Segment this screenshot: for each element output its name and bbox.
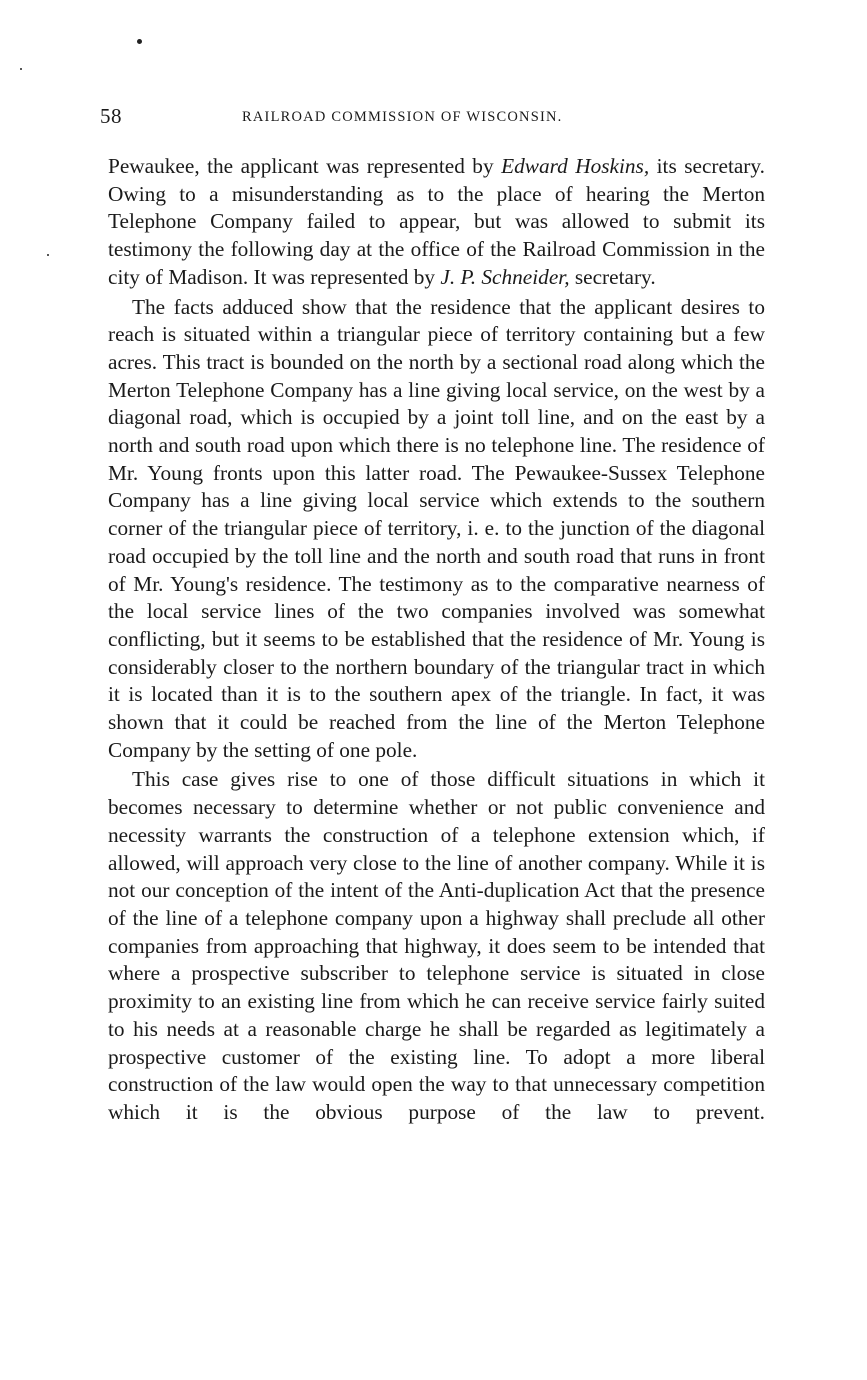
paragraph-1 <box>108 153 765 292</box>
paragraph-3: This case gives rise to one of those difficult situations in which it becomes necessary to determine whether or not public convenience and necessity warrants the construction of a telephone extension which, if allowed, will approach very close to the line of another company. While it is not our conception of the intent of the Anti-duplication Act that the presence of the line of a telephone company upon a highway shall preclude all other companies from approaching that highway, it does seem to be intended that where a prospective subscriber to telephone service is situated in close proximity to an existing line from which he can receive service fairly suited to his needs at a reasonable charge he shall be regarded as legitimately a prospective customer of the existing line. To adopt a more liberal construction of the law would open the way to that unnecessary competition which it is the obvious purpose of the law to prevent. <box>108 767 765 1124</box>
ink-speck <box>20 68 22 70</box>
body-text <box>108 153 765 1129</box>
applicant-representative-name: Edward Hoskins, <box>501 154 650 178</box>
paragraph-1-text-c: secretary. <box>569 264 656 289</box>
paragraph-2: The facts adduced show that the residence that the applicant desires to reach is situated within a triangular piece of territory containing but a few acres. This tract is bounded on the north by a sectional road along which the Merton Telephone Company has a line giving local service, on the west by a diagonal road, which is occupied by a joint toll line, and on the east by a north and south road upon which there is no telephone line. The residence of Mr. Young fronts upon this latter road. The Pewaukee-Sussex Telephone Company has a line giving local service which extends to the southern corner of the triangular piece of territory, i. e. to the junction of the diagonal road occupied by the toll line and the north and south road that runs in front of Mr. Young's residence. The testimony as to the comparative nearness of the local service lines of the two companies involved was somewhat conflicting, but it seems to be established that the residence of Mr. Young is considerably closer to the northern boundary of the triangular tract in which it is located than it is to the southern apex of the triangle. In fact, it was shown that it could be reached from the line of the Merton Telephone Company by the setting of one pole. <box>108 294 765 762</box>
merton-representative-name: J. P. Schneider, <box>440 264 570 289</box>
ink-speck <box>47 254 49 256</box>
page-header <box>100 104 765 132</box>
running-head: RAILROAD COMMISSION OF WISCONSIN. <box>242 109 563 125</box>
paragraph-1-text-a: Pewaukee, the applicant was represented by <box>108 154 502 178</box>
paragraph-1-text-b: its secretary. Owing to a misunderstanding as to the place of hearing the Merton Telephone Company failed to appear, but was allowed to submit its testimony the following day at the office of the Railroad Commission in the city of Madison. It was represented by <box>108 154 765 289</box>
page-number: 58 <box>100 104 122 128</box>
ink-speck <box>137 39 142 44</box>
